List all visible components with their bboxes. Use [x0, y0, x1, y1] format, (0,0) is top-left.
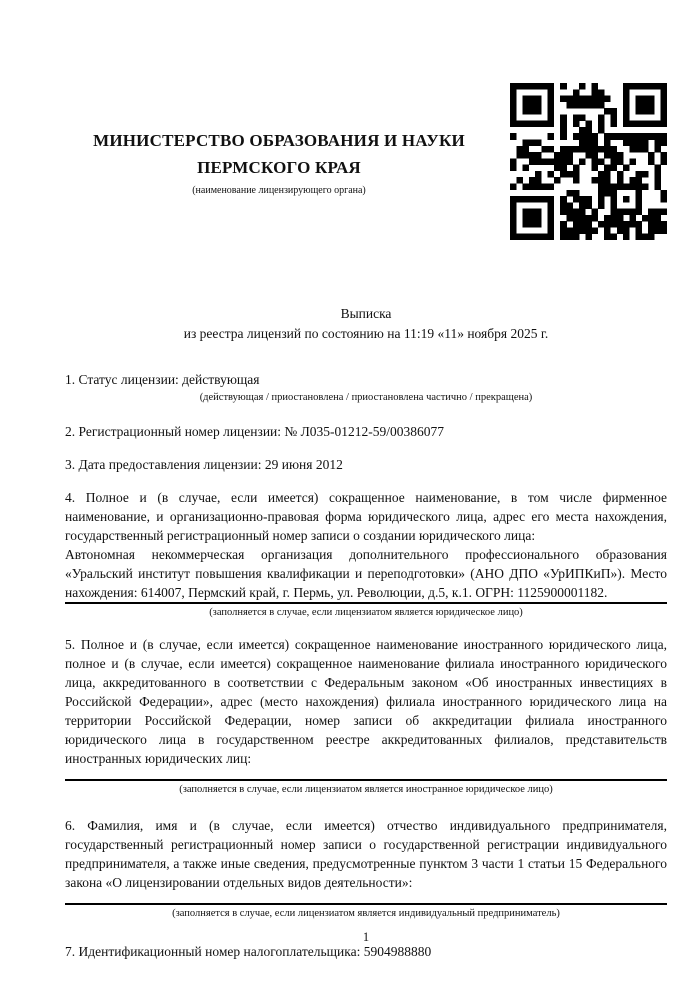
license-item-4-legal-entity [65, 488, 667, 619]
item-text: 7. Идентификационный номер налогоплательщика: 5904988880 [65, 944, 432, 959]
document-title-line2: из реестра лицензий по состоянию на 11:19 «11» ноября 2025 г. [183, 326, 549, 341]
item-text: 5. Полное и (в случае, если имеется) сокращенное наименование иностранного юридического лица, полное и (в случае, если имеется) сокращенное наименование филиала иностранного юридического лица, аккредитованного в соответствии с Федеральным законом «Об иностранных инвестициях в Российской Федерации», адрес (место нахождения) филиала иностранного юридического лица на территории Российской Федерации, номер записи об аккредитации филиала иностранного юридического лица в государственном реестре аккредитованных филиалов, представительств иностранных юридических лиц: [65, 637, 667, 766]
ministry-name-line1: МИНИСТЕРСТВО ОБРАЗОВАНИЯ И НАУКИ [93, 130, 465, 150]
ministry-caption: (наименование лицензирующего органа) [192, 184, 366, 196]
item-text: 2. Регистрационный номер лицензии: № Л035-01212-59/00386077 [65, 424, 445, 439]
license-item-5-foreign-entity [65, 635, 667, 796]
document-title [65, 304, 667, 344]
item-note: (заполняется в случае, если лицензиатом является индивидуальный предприниматель) [172, 908, 560, 919]
ministry-name-line2: ПЕРМСКОГО КРАЯ [197, 157, 361, 177]
item-text: 6. Фамилия, имя и (в случае, если имеется) отчество индивидуального предпринимателя, государственный регистрационный номер записи о государственной регистрации индивидуального предпринимателя, а также иные сведения, предусмотренные пунктом 3 части 1 статьи 15 Федерального закона «О лицензировании отдельных видов деятельности»: [65, 818, 667, 890]
licensing-authority-block [65, 127, 493, 197]
item-note: (действующая / приостановлена / приостановлена частично / прекращена) [199, 392, 533, 403]
document-content [0, 83, 700, 961]
item-note: (заполняется в случае, если лицензиатом является юридическое лицо) [209, 607, 523, 618]
item-note: (заполняется в случае, если лицензиатом является иностранное юридическое лицо) [179, 784, 553, 795]
item-text: 1. Статус лицензии: действующая [65, 372, 260, 387]
document-title-line1: Выписка [340, 306, 392, 321]
empty-value-line [65, 892, 667, 903]
license-item-3-grant-date [65, 455, 667, 474]
license-item-1-status [65, 370, 667, 404]
page-number: 1 [362, 930, 370, 944]
qr-code-icon [510, 83, 667, 240]
empty-value-line [65, 768, 667, 779]
document-header [65, 83, 667, 240]
item-value: Автономная некоммерческая организация дополнительного профессионального образования «Уральский институт повышения квалификации и переподготовки» (АНО ДПО «УрИПКиП»). Место нахождения: 614007, Пермский край, г. Пермь, ул. Революции, д.5, к.1. ОГРН: 1125900001182. [65, 547, 667, 600]
item-text: 4. Полное и (в случае, если имеется) сокращенное наименование, в том числе фирменное наименование, и организационно-правовая форма юридического лица, адрес его места нахождения, государственный регистрационный номер записи о создании юридического лица: [65, 490, 667, 543]
ministry-name [65, 127, 493, 181]
item-text: 3. Дата предоставления лицензии: 29 июня 2012 [65, 457, 343, 472]
license-item-6-individual-entrepreneur [65, 816, 667, 920]
license-item-2-registration-number [65, 422, 667, 441]
